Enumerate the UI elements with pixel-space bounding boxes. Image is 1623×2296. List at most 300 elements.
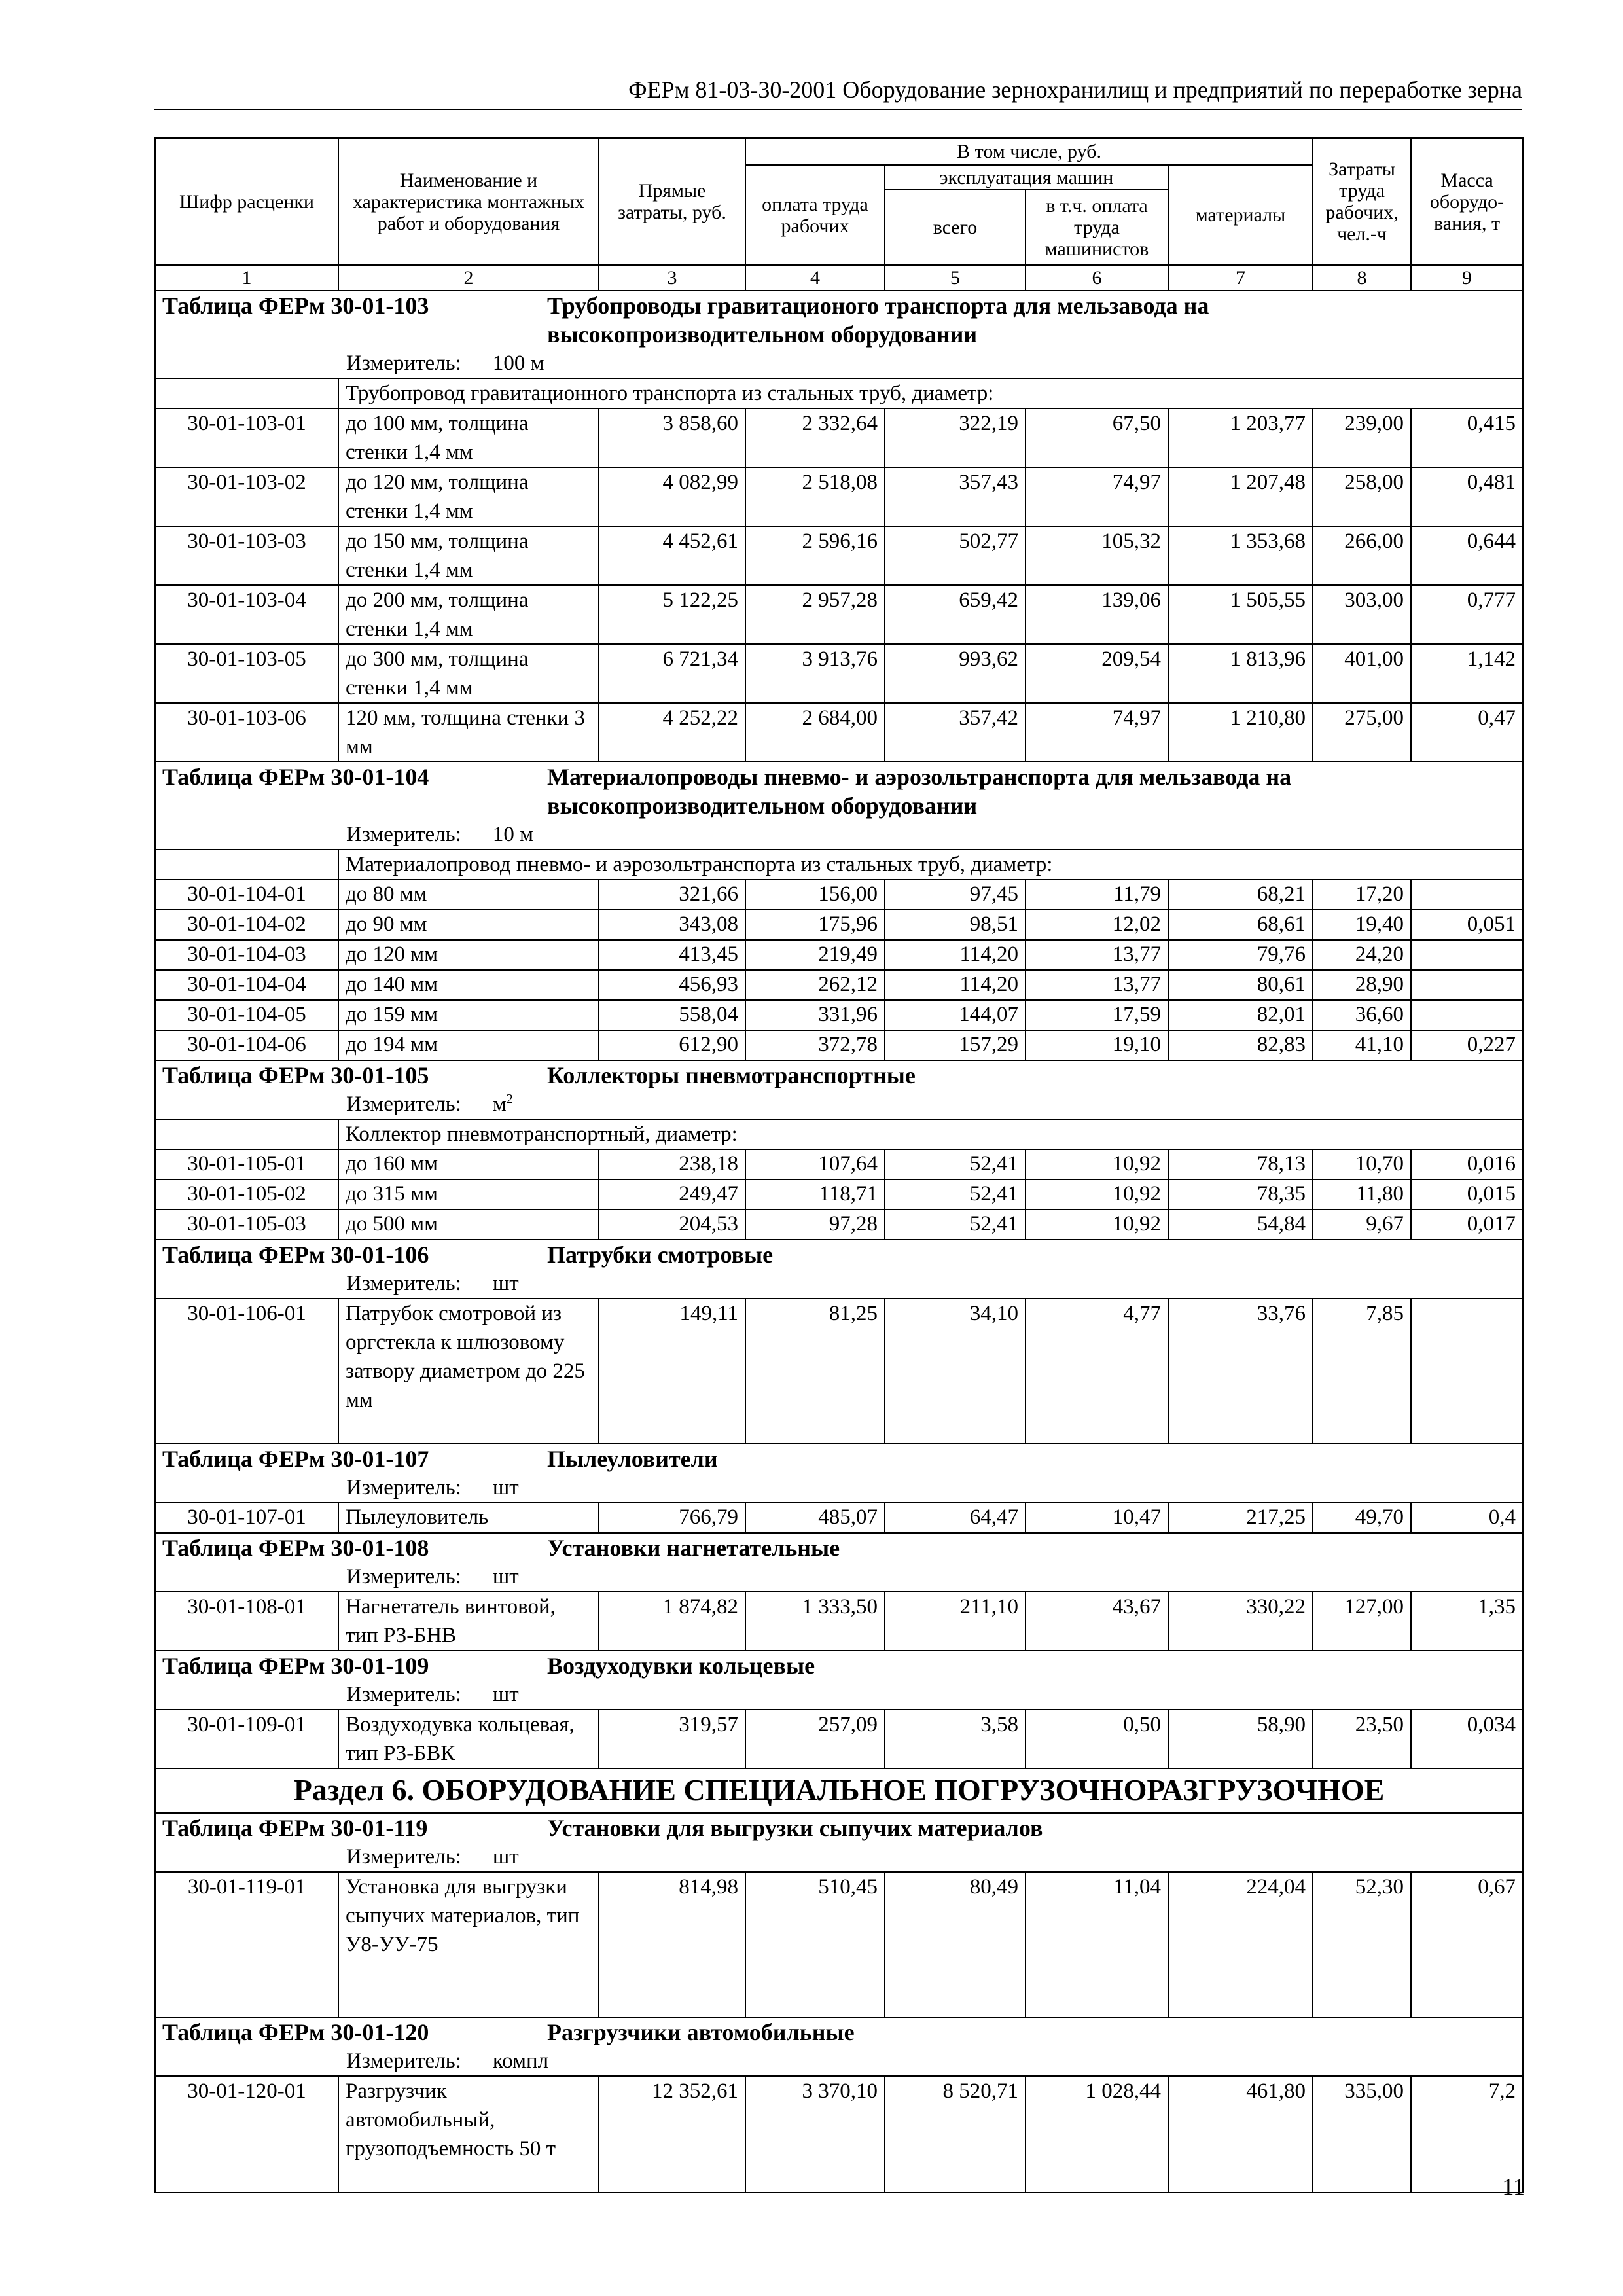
row-machines-total: 64,47 xyxy=(885,1503,1026,1533)
row-hours: 28,90 xyxy=(1313,970,1411,1000)
row-hours: 258,00 xyxy=(1313,467,1411,526)
row-labor: 175,96 xyxy=(745,910,885,940)
col-num: 4 xyxy=(745,265,885,291)
row-name: до 120 мм xyxy=(338,940,599,970)
table-section-cell xyxy=(155,762,1523,820)
table-section-cell xyxy=(155,1533,1523,1562)
row-direct: 238,18 xyxy=(599,1149,745,1179)
row-hours: 52,30 xyxy=(1313,1872,1411,2017)
row-machines-labor: 43,67 xyxy=(1026,1592,1168,1651)
row-mass: 1,35 xyxy=(1411,1592,1523,1651)
description-text: Коллектор пневмотранспортный, диаметр: xyxy=(338,1119,1523,1149)
col-direct-header: Прямые затраты, руб. xyxy=(599,138,745,265)
row-mass: 0,415 xyxy=(1411,408,1523,467)
row-mass: 0,777 xyxy=(1411,585,1523,644)
row-labor: 510,45 xyxy=(745,1872,885,2017)
row-materials: 54,84 xyxy=(1168,1210,1313,1240)
col-hours-header: Затраты труда рабочих, чел.-ч xyxy=(1313,138,1411,265)
row-hours: 41,10 xyxy=(1313,1030,1411,1060)
desc-empty xyxy=(155,378,338,408)
row-materials: 1 505,55 xyxy=(1168,585,1313,644)
col-num: 8 xyxy=(1313,265,1411,291)
row-name: Разгрузчик автомобильный, грузоподъемность 50 т xyxy=(338,2076,599,2193)
row-machines-labor: 4,77 xyxy=(1026,1299,1168,1444)
row-machines-total: 357,42 xyxy=(885,703,1026,762)
row-code: 30-01-103-04 xyxy=(155,585,338,644)
unit-value-text: шт xyxy=(492,1565,519,1588)
unit-value xyxy=(493,820,533,849)
row-name: Воздуходувка кольцевая, тип РЗ-БВК xyxy=(338,1710,599,1768)
row-direct: 1 874,82 xyxy=(599,1592,745,1651)
row-mass: 0,47 xyxy=(1411,703,1523,762)
table-section-cell xyxy=(155,2017,1523,2047)
unit-value xyxy=(493,2047,548,2075)
unit-cell xyxy=(155,820,1523,850)
row-name: до 200 мм, толщина стенки 1,4 мм xyxy=(338,585,599,644)
unit-row xyxy=(155,1473,1523,1503)
col-num: 1 xyxy=(155,265,338,291)
row-direct: 558,04 xyxy=(599,1000,745,1030)
row-code: 30-01-103-02 xyxy=(155,467,338,526)
row-code: 30-01-104-04 xyxy=(155,970,338,1000)
unit-cell xyxy=(155,1473,1523,1503)
table-row xyxy=(155,910,1523,940)
row-code: 30-01-104-02 xyxy=(155,910,338,940)
row-name: до 300 мм, толщина стенки 1,4 мм xyxy=(338,644,599,703)
table-row xyxy=(155,1179,1523,1210)
price-table xyxy=(154,137,1524,2193)
row-direct: 4 252,22 xyxy=(599,703,745,762)
row-mass xyxy=(1411,1299,1523,1444)
row-code: 30-01-105-02 xyxy=(155,1179,338,1210)
table-code: Таблица ФЕРм 30-01-107 xyxy=(162,1446,429,1472)
col-code-header: Шифр расценки xyxy=(155,138,338,265)
row-machines-labor: 17,59 xyxy=(1026,1000,1168,1030)
row-mass xyxy=(1411,880,1523,910)
row-mass: 0,017 xyxy=(1411,1210,1523,1240)
row-mass: 0,016 xyxy=(1411,1149,1523,1179)
row-machines-labor: 12,02 xyxy=(1026,910,1168,940)
table-code: Таблица ФЕРм 30-01-106 xyxy=(162,1242,429,1268)
row-direct: 456,93 xyxy=(599,970,745,1000)
row-materials: 68,21 xyxy=(1168,880,1313,910)
row-machines-labor: 0,50 xyxy=(1026,1710,1168,1768)
row-name: до 90 мм xyxy=(338,910,599,940)
unit-superscript: 2 xyxy=(506,1092,513,1106)
row-name: Пылеуловитель xyxy=(338,1503,599,1533)
row-materials: 78,13 xyxy=(1168,1149,1313,1179)
unit-value-text: 100 м xyxy=(492,351,544,375)
table-row xyxy=(155,880,1523,910)
row-machines-total: 114,20 xyxy=(885,970,1026,1000)
column-numbers-row xyxy=(155,265,1523,291)
row-labor: 2 957,28 xyxy=(745,585,885,644)
unit-row xyxy=(155,1090,1523,1119)
unit-label: Измеритель: xyxy=(346,1272,461,1295)
row-machines-labor: 10,92 xyxy=(1026,1179,1168,1210)
row-direct: 4 452,61 xyxy=(599,526,745,585)
unit-value xyxy=(493,1473,519,1502)
row-labor: 107,64 xyxy=(745,1149,885,1179)
table-row xyxy=(155,1299,1523,1444)
unit-cell xyxy=(155,1090,1523,1119)
table-section-header xyxy=(155,1813,1523,1842)
table-code: Таблица ФЕРм 30-01-103 xyxy=(162,293,429,319)
table-section-header xyxy=(155,1240,1523,1269)
row-machines-labor: 74,97 xyxy=(1026,703,1168,762)
row-direct: 814,98 xyxy=(599,1872,745,2017)
row-machines-labor: 10,47 xyxy=(1026,1503,1168,1533)
description-row xyxy=(155,378,1523,408)
table-row xyxy=(155,970,1523,1000)
col-num: 2 xyxy=(338,265,599,291)
row-name: до 160 мм xyxy=(338,1149,599,1179)
row-hours: 401,00 xyxy=(1313,644,1411,703)
row-code: 30-01-103-01 xyxy=(155,408,338,467)
page-number: 11 xyxy=(1502,2174,1525,2200)
row-materials: 1 207,48 xyxy=(1168,467,1313,526)
row-hours: 17,20 xyxy=(1313,880,1411,910)
description-text: Материалопровод пневмо- и аэрозольтранспорта из стальных труб, диаметр: xyxy=(338,850,1523,880)
row-code: 30-01-104-06 xyxy=(155,1030,338,1060)
table-row xyxy=(155,703,1523,762)
table-row xyxy=(155,2076,1523,2193)
row-labor: 2 332,64 xyxy=(745,408,885,467)
unit-row xyxy=(155,349,1523,378)
row-materials: 224,04 xyxy=(1168,1872,1313,2017)
table-row xyxy=(155,408,1523,467)
row-machines-labor: 13,77 xyxy=(1026,970,1168,1000)
row-machines-total: 144,07 xyxy=(885,1000,1026,1030)
row-labor: 257,09 xyxy=(745,1710,885,1768)
unit-value-text: шт xyxy=(492,1845,519,1869)
col-num: 3 xyxy=(599,265,745,291)
row-mass: 0,015 xyxy=(1411,1179,1523,1210)
row-materials: 80,61 xyxy=(1168,970,1313,1000)
table-row xyxy=(155,1000,1523,1030)
row-code: 30-01-104-05 xyxy=(155,1000,338,1030)
col-incl-header: В том числе, руб. xyxy=(745,138,1313,165)
col-num: 7 xyxy=(1168,265,1313,291)
table-row xyxy=(155,1149,1523,1179)
row-mass: 0,034 xyxy=(1411,1710,1523,1768)
row-machines-total: 8 520,71 xyxy=(885,2076,1026,2193)
page-header: ФЕРм 81-03-30-2001 Оборудование зернохранилищ и предприятий по переработке зерна xyxy=(154,71,1522,110)
row-machines-total: 34,10 xyxy=(885,1299,1026,1444)
row-direct: 343,08 xyxy=(599,910,745,940)
row-machines-total: 157,29 xyxy=(885,1030,1026,1060)
row-labor: 2 596,16 xyxy=(745,526,885,585)
description-row xyxy=(155,850,1523,880)
row-hours: 19,40 xyxy=(1313,910,1411,940)
row-direct: 5 122,25 xyxy=(599,585,745,644)
row-code: 30-01-103-06 xyxy=(155,703,338,762)
table-code: Таблица ФЕРм 30-01-104 xyxy=(162,764,429,790)
row-machines-total: 357,43 xyxy=(885,467,1026,526)
row-machines-total: 98,51 xyxy=(885,910,1026,940)
unit-value-text: шт xyxy=(492,1683,519,1706)
table-code: Таблица ФЕРм 30-01-108 xyxy=(162,1535,429,1561)
row-mass xyxy=(1411,970,1523,1000)
row-labor: 81,25 xyxy=(745,1299,885,1444)
table-section-cell xyxy=(155,1813,1523,1842)
row-code: 30-01-107-01 xyxy=(155,1503,338,1533)
row-labor: 2 518,08 xyxy=(745,467,885,526)
table-section-header xyxy=(155,1060,1523,1090)
row-machines-total: 52,41 xyxy=(885,1149,1026,1179)
table-row xyxy=(155,585,1523,644)
table-section-header xyxy=(155,1444,1523,1473)
table-row xyxy=(155,1503,1523,1533)
row-name: Нагнетатель винтовой, тип РЗ-БНВ xyxy=(338,1592,599,1651)
unit-cell xyxy=(155,1842,1523,1872)
row-materials: 330,22 xyxy=(1168,1592,1313,1651)
unit-value-text: 10 м xyxy=(492,823,533,846)
table-row xyxy=(155,526,1523,585)
row-labor: 372,78 xyxy=(745,1030,885,1060)
table-section-header xyxy=(155,2017,1523,2047)
row-labor: 3 370,10 xyxy=(745,2076,885,2193)
table-row xyxy=(155,644,1523,703)
table-row xyxy=(155,467,1523,526)
table-row xyxy=(155,1030,1523,1060)
unit-value xyxy=(493,1562,519,1591)
row-machines-total: 52,41 xyxy=(885,1179,1026,1210)
row-hours: 335,00 xyxy=(1313,2076,1411,2193)
table-section-cell xyxy=(155,1060,1523,1090)
table-section-cell xyxy=(155,1444,1523,1473)
row-mass: 0,4 xyxy=(1411,1503,1523,1533)
row-materials: 78,35 xyxy=(1168,1179,1313,1210)
row-machines-labor: 209,54 xyxy=(1026,644,1168,703)
unit-cell xyxy=(155,1269,1523,1299)
row-materials: 1 210,80 xyxy=(1168,703,1313,762)
table-section-header xyxy=(155,1533,1523,1562)
row-materials: 58,90 xyxy=(1168,1710,1313,1768)
col-name-header: Наименование и характеристика монтажных работ и оборудования xyxy=(338,138,599,265)
unit-value xyxy=(493,1090,513,1119)
unit-label: Измеритель: xyxy=(346,2049,461,2073)
row-name: до 315 мм xyxy=(338,1179,599,1210)
row-mass: 0,051 xyxy=(1411,910,1523,940)
table-title: Патрубки смотровые xyxy=(547,1242,774,1268)
unit-label: Измеритель: xyxy=(346,351,461,375)
row-machines-total: 659,42 xyxy=(885,585,1026,644)
row-hours: 266,00 xyxy=(1313,526,1411,585)
table-title: Трубопроводы гравитационого транспорта для мельзавода на высокопроизводительном оборудовании xyxy=(547,293,1209,348)
table-section-cell xyxy=(155,291,1523,349)
row-labor: 118,71 xyxy=(745,1179,885,1210)
row-direct: 249,47 xyxy=(599,1179,745,1210)
table-code: Таблица ФЕРм 30-01-105 xyxy=(162,1062,429,1088)
row-hours: 275,00 xyxy=(1313,703,1411,762)
row-materials: 1 203,77 xyxy=(1168,408,1313,467)
row-code: 30-01-109-01 xyxy=(155,1710,338,1768)
row-direct: 6 721,34 xyxy=(599,644,745,703)
row-materials: 82,01 xyxy=(1168,1000,1313,1030)
unit-value-text: шт xyxy=(492,1476,519,1499)
row-name: до 140 мм xyxy=(338,970,599,1000)
row-mass: 7,2 xyxy=(1411,2076,1523,2193)
description-text: Трубопровод гравитационного транспорта из стальных труб, диаметр: xyxy=(338,378,1523,408)
row-direct: 413,45 xyxy=(599,940,745,970)
row-labor: 485,07 xyxy=(745,1503,885,1533)
unit-label: Измеритель: xyxy=(346,1565,461,1588)
unit-value xyxy=(493,1269,519,1298)
row-materials: 217,25 xyxy=(1168,1503,1313,1533)
table-title: Пылеуловители xyxy=(547,1446,718,1472)
row-materials: 79,76 xyxy=(1168,940,1313,970)
table-section-header xyxy=(155,762,1523,820)
row-machines-labor: 139,06 xyxy=(1026,585,1168,644)
unit-value xyxy=(493,1680,519,1709)
section-heading-row xyxy=(155,1768,1523,1813)
row-labor: 97,28 xyxy=(745,1210,885,1240)
table-row xyxy=(155,940,1523,970)
unit-row xyxy=(155,1269,1523,1299)
row-code: 30-01-105-03 xyxy=(155,1210,338,1240)
row-machines-labor: 10,92 xyxy=(1026,1210,1168,1240)
row-hours: 24,20 xyxy=(1313,940,1411,970)
row-machines-labor: 105,32 xyxy=(1026,526,1168,585)
row-machines-labor: 11,04 xyxy=(1026,1872,1168,2017)
table-code: Таблица ФЕРм 30-01-119 xyxy=(162,1815,428,1841)
table-header xyxy=(155,138,1523,291)
row-machines-labor: 1 028,44 xyxy=(1026,2076,1168,2193)
row-machines-labor: 13,77 xyxy=(1026,940,1168,970)
row-hours: 11,80 xyxy=(1313,1179,1411,1210)
row-hours: 23,50 xyxy=(1313,1710,1411,1768)
unit-value-text: шт xyxy=(492,1272,519,1295)
section-heading: Раздел 6. ОБОРУДОВАНИЕ СПЕЦИАЛЬНОЕ ПОГРУЗОЧНОРАЗГРУЗОЧНОЕ xyxy=(155,1768,1523,1813)
unit-label: Измеритель: xyxy=(346,823,461,846)
description-row xyxy=(155,1119,1523,1149)
row-mass xyxy=(1411,1000,1523,1030)
col-num: 6 xyxy=(1026,265,1168,291)
unit-value xyxy=(493,349,544,378)
row-machines-total: 993,62 xyxy=(885,644,1026,703)
row-code: 30-01-120-01 xyxy=(155,2076,338,2193)
row-direct: 3 858,60 xyxy=(599,408,745,467)
col-materials-header: материалы xyxy=(1168,165,1313,265)
table-row xyxy=(155,1710,1523,1768)
row-labor: 1 333,50 xyxy=(745,1592,885,1651)
row-machines-total: 80,49 xyxy=(885,1872,1026,2017)
row-code: 30-01-108-01 xyxy=(155,1592,338,1651)
row-labor: 262,12 xyxy=(745,970,885,1000)
unit-row xyxy=(155,1842,1523,1872)
unit-cell xyxy=(155,1680,1523,1710)
table-title: Разгрузчики автомобильные xyxy=(547,2019,855,2045)
row-machines-labor: 74,97 xyxy=(1026,467,1168,526)
col-labor-header: оплата труда рабочих xyxy=(745,165,885,265)
row-mass xyxy=(1411,940,1523,970)
row-name: 120 мм, толщина стенки 3 мм xyxy=(338,703,599,762)
row-machines-total: 3,58 xyxy=(885,1710,1026,1768)
row-hours: 10,70 xyxy=(1313,1149,1411,1179)
row-name: до 150 мм, толщина стенки 1,4 мм xyxy=(338,526,599,585)
row-name: до 80 мм xyxy=(338,880,599,910)
row-machines-total: 52,41 xyxy=(885,1210,1026,1240)
table-row xyxy=(155,1872,1523,2017)
row-name: до 120 мм, толщина стенки 1,4 мм xyxy=(338,467,599,526)
row-code: 30-01-105-01 xyxy=(155,1149,338,1179)
row-code: 30-01-104-01 xyxy=(155,880,338,910)
col-num: 9 xyxy=(1411,265,1523,291)
row-code: 30-01-104-03 xyxy=(155,940,338,970)
col-mass-header: Масса оборудо-вания, т xyxy=(1411,138,1523,265)
unit-row xyxy=(155,1562,1523,1592)
row-machines-labor: 19,10 xyxy=(1026,1030,1168,1060)
row-hours: 49,70 xyxy=(1313,1503,1411,1533)
row-hours: 7,85 xyxy=(1313,1299,1411,1444)
table-code: Таблица ФЕРм 30-01-109 xyxy=(162,1653,429,1679)
row-labor: 3 913,76 xyxy=(745,644,885,703)
unit-cell xyxy=(155,349,1523,378)
row-materials: 1 813,96 xyxy=(1168,644,1313,703)
row-direct: 4 082,99 xyxy=(599,467,745,526)
row-mass: 0,67 xyxy=(1411,1872,1523,2017)
row-labor: 156,00 xyxy=(745,880,885,910)
row-hours: 239,00 xyxy=(1313,408,1411,467)
unit-cell xyxy=(155,2047,1523,2076)
unit-value xyxy=(493,1842,519,1871)
row-direct: 204,53 xyxy=(599,1210,745,1240)
row-machines-total: 211,10 xyxy=(885,1592,1026,1651)
row-name: до 100 мм, толщина стенки 1,4 мм xyxy=(338,408,599,467)
unit-cell xyxy=(155,1562,1523,1592)
row-mass: 1,142 xyxy=(1411,644,1523,703)
row-code: 30-01-119-01 xyxy=(155,1872,338,2017)
row-materials: 82,83 xyxy=(1168,1030,1313,1060)
row-materials: 68,61 xyxy=(1168,910,1313,940)
unit-row xyxy=(155,820,1523,850)
row-direct: 321,66 xyxy=(599,880,745,910)
table-section-cell xyxy=(155,1651,1523,1680)
unit-label: Измеритель: xyxy=(346,1092,461,1116)
row-code: 30-01-106-01 xyxy=(155,1299,338,1444)
table-row xyxy=(155,1592,1523,1651)
unit-label: Измеритель: xyxy=(346,1476,461,1499)
row-hours: 9,67 xyxy=(1313,1210,1411,1240)
row-labor: 331,96 xyxy=(745,1000,885,1030)
table-title: Установки для выгрузки сыпучих материалов xyxy=(547,1815,1043,1841)
row-machines-total: 114,20 xyxy=(885,940,1026,970)
col-machines-total-header: всего xyxy=(885,190,1026,265)
row-mass: 0,227 xyxy=(1411,1030,1523,1060)
desc-empty xyxy=(155,1119,338,1149)
row-materials: 461,80 xyxy=(1168,2076,1313,2193)
row-machines-labor: 11,79 xyxy=(1026,880,1168,910)
row-machines-labor: 10,92 xyxy=(1026,1149,1168,1179)
row-materials: 33,76 xyxy=(1168,1299,1313,1444)
unit-value-text: м xyxy=(492,1092,507,1116)
table-title: Установки нагнетательные xyxy=(547,1535,840,1561)
col-machines-labor-header: в т.ч. оплата труда машинистов xyxy=(1026,190,1168,265)
table-title: Воздуходувки кольцевые xyxy=(547,1653,815,1679)
row-direct: 766,79 xyxy=(599,1503,745,1533)
table-section-header xyxy=(155,291,1523,349)
row-code: 30-01-103-03 xyxy=(155,526,338,585)
table-section-cell xyxy=(155,1240,1523,1269)
row-hours: 36,60 xyxy=(1313,1000,1411,1030)
table-title: Материалопроводы пневмо- и аэрозольтранспорта для мельзавода на высокопроизводительном оборудовании xyxy=(547,764,1292,819)
row-direct: 149,11 xyxy=(599,1299,745,1444)
desc-empty xyxy=(155,850,338,880)
table-code: Таблица ФЕРм 30-01-120 xyxy=(162,2019,429,2045)
row-direct: 12 352,61 xyxy=(599,2076,745,2193)
unit-row xyxy=(155,2047,1523,2076)
